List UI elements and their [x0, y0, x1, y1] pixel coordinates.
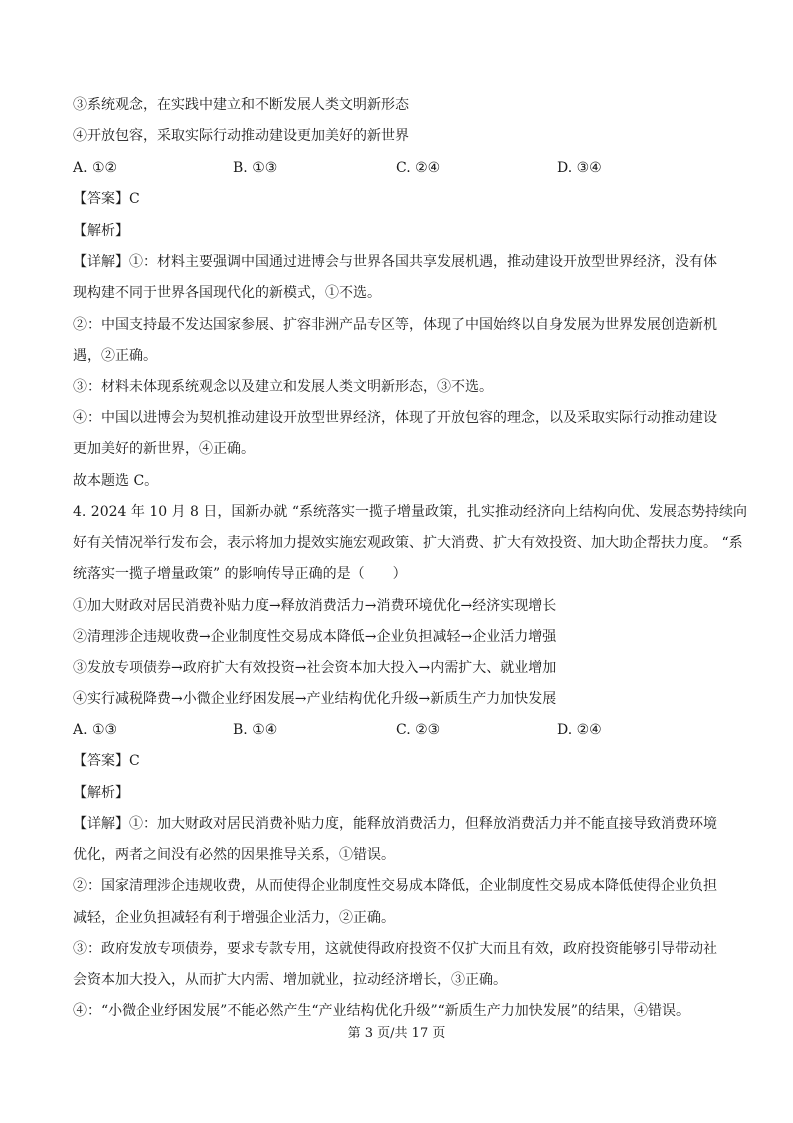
q4-item-4: ④实行减税降费→小微企业纾困发展→产业结构优化升级→新质生产力加快发展: [73, 691, 557, 707]
q4-stem-line: 4. 2024 年 10 月 8 日，国新办就 “系统落实一揽子增量政策，扎实推动经济向上结构向优、发展态势持续向: [73, 504, 748, 520]
q3-option-a: A. ①②: [73, 160, 118, 176]
q3-option-c: C. ②④: [396, 160, 441, 176]
q3-option-d: D. ③④: [557, 160, 602, 176]
page-number-footer: 第 3 页/共 17 页: [347, 1026, 446, 1041]
q3-option-b: B. ①③: [233, 160, 278, 176]
q3-detail-line: 遇，②正确。: [73, 348, 157, 364]
q3-detail-line: 【详解】①：材料主要强调中国通过进博会与世界各国共享发展机遇，推动建设开放型世界经济，没有体: [73, 254, 717, 270]
q3-detail-line: ③：材料未体现系统观念以及建立和发展人类文明新形态，③不选。: [73, 379, 493, 395]
q4-stem-line: 好有关情况举行发布会，表示将加力提效实施宏观政策、扩大消费、扩大有效投资、加大助企帮扶力度。 “系: [73, 535, 743, 551]
q3-detail-line: ④：中国以进博会为契机推动建设开放型世界经济，体现了开放包容的理念，以及采取实际行动推动建设: [73, 410, 717, 426]
q4-item-1: ①加大财政对居民消费补贴力度→释放消费活力→消费环境优化→经济实现增长: [73, 598, 557, 614]
q4-detail-line: 【详解】①：加大财政对居民消费补贴力度，能释放消费活力，但释放消费活力并不能直接导致消费环境: [73, 816, 717, 832]
q3-detail-line: 现构建不同于世界各国现代化的新模式，①不选。: [73, 285, 381, 301]
q3-conclusion: 故本题选 C。: [73, 473, 159, 489]
q3-detail-line: 更加美好的新世界，④正确。: [73, 441, 255, 457]
q4-detail-line: 优化，两者之间没有必然的因果推导关系，①错误。: [73, 847, 395, 863]
q4-item-2: ②清理涉企违规收费→企业制度性交易成本降低→企业负担减轻→企业活力增强: [73, 629, 557, 645]
q3-item-3: ③系统观念，在实践中建立和不断发展人类文明新形态: [73, 97, 409, 113]
q3-detail-line: ②：中国支持最不发达国家参展、扩容非洲产品专区等，体现了中国始终以自身发展为世界发展创造新机: [73, 317, 717, 333]
q4-analysis-label: 【解析】: [73, 785, 129, 801]
q4-item-3: ③发放专项债券→政府扩大有效投资→社会资本加大投入→内需扩大、就业增加: [73, 660, 557, 676]
q3-answer: 【答案】C: [73, 191, 140, 207]
q3-item-4: ④开放包容，采取实际行动推动建设更加美好的新世界: [73, 128, 409, 144]
q4-detail-line: ④：“小微企业纾困发展”不能必然产生“产业结构优化升级”“新质生产力加快发展”的结果，④错误。: [73, 1003, 690, 1019]
q4-option-b: B. ①④: [233, 722, 278, 738]
q3-analysis-label: 【解析】: [73, 223, 129, 239]
q4-detail-line: ②：国家清理涉企违规收费，从而使得企业制度性交易成本降低，企业制度性交易成本降低使得企业负担: [73, 878, 717, 894]
q4-option-a: A. ①③: [73, 722, 118, 738]
q4-answer: 【答案】C: [73, 753, 140, 769]
q4-option-c: C. ②③: [396, 722, 441, 738]
q4-detail-line: 会资本加大投入，从而扩大内需、增加就业，拉动经济增长，③正确。: [73, 972, 507, 988]
q4-stem-line: 统落实一揽子增量政策” 的影响传导正确的是（ ）: [73, 566, 407, 582]
q4-detail-line: 减轻，企业负担减轻有利于增强企业活力，②正确。: [73, 910, 395, 926]
q4-detail-line: ③：政府发放专项债券，要求专款专用，这就使得政府投资不仅扩大而且有效，政府投资能够引导带动社: [73, 941, 717, 957]
q4-option-d: D. ②④: [557, 722, 602, 738]
